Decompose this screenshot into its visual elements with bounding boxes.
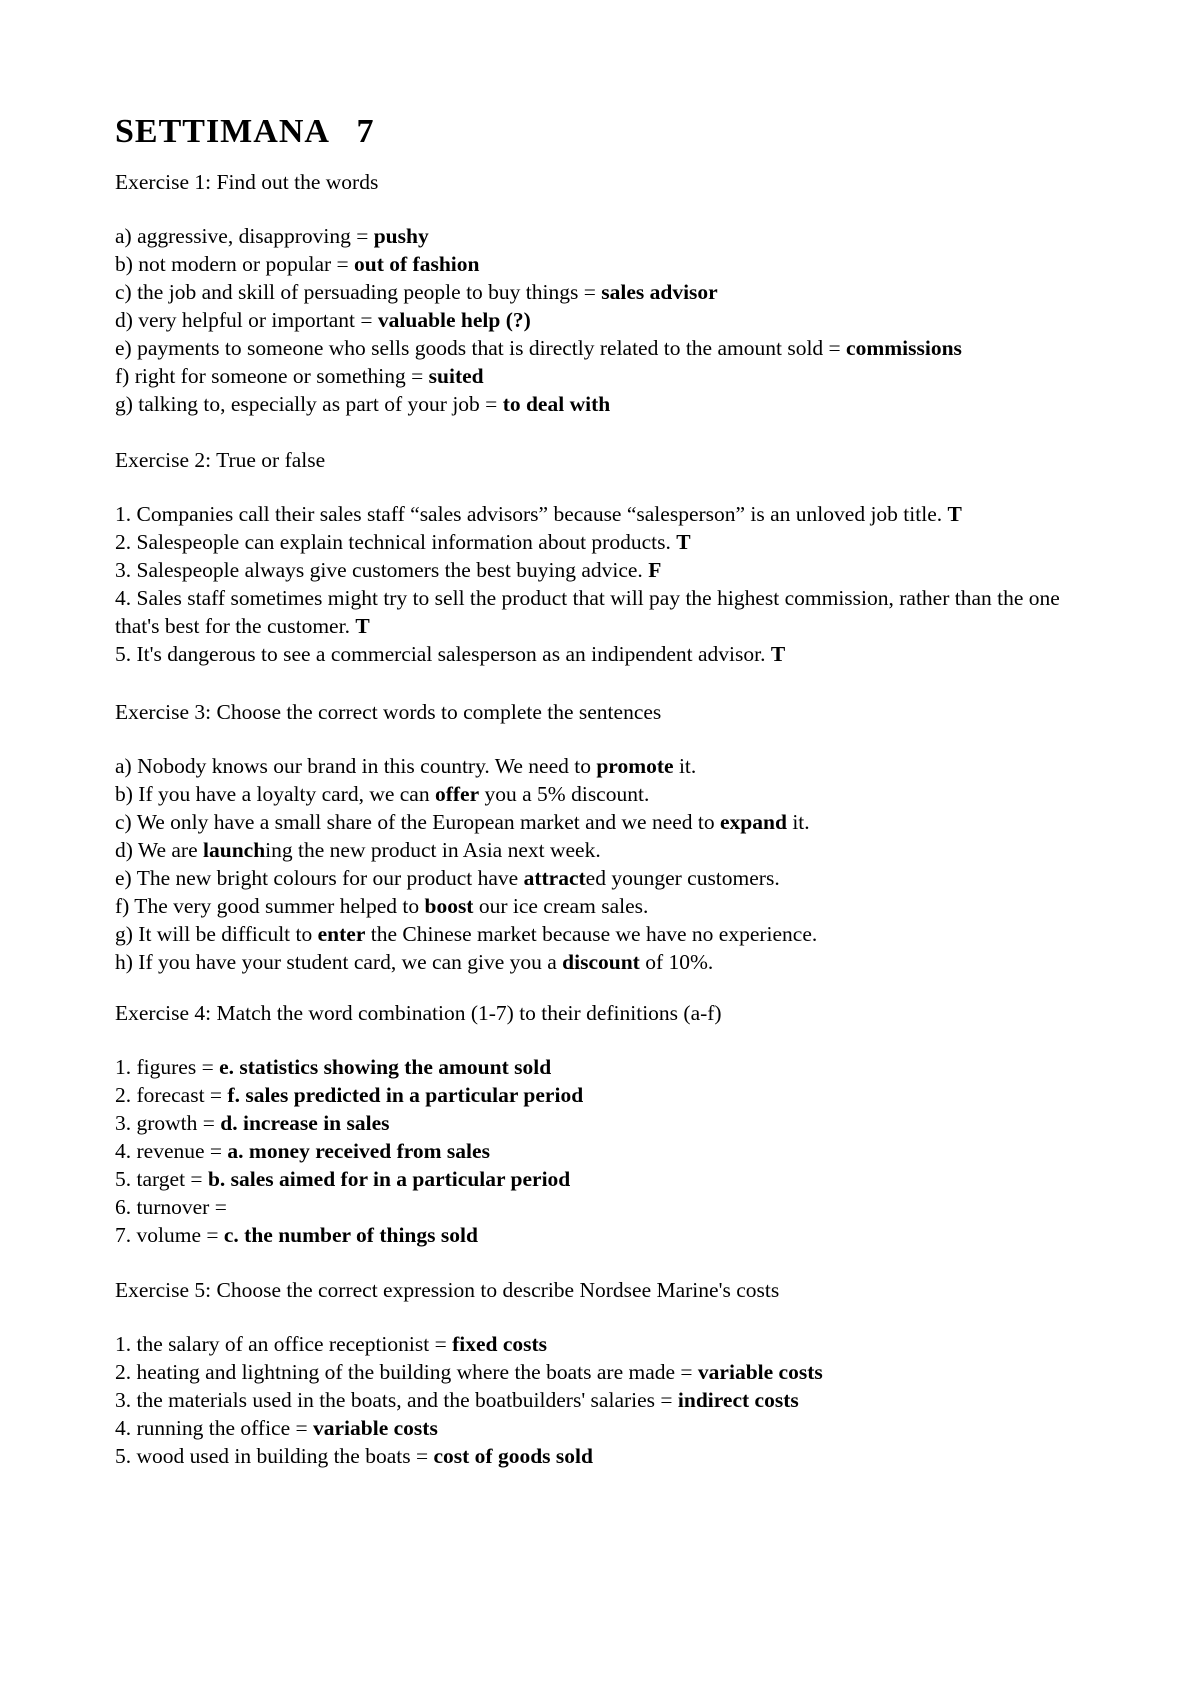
exercise-heading: Exercise 3: Choose the correct words to complete the sentences (115, 700, 662, 724)
exercise-line (115, 1053, 1095, 1081)
answer-text: a. money received from sales (227, 1139, 490, 1163)
exercise-line (115, 752, 1095, 780)
exercise-line (115, 948, 1095, 976)
question-text: 4. Sales staff sometimes might try to sell the product that will pay the highest commission, rather than the one that's best for the customer. (115, 586, 1060, 638)
question-text: e) The new bright colours for our product have (115, 866, 524, 890)
question-text: 2. Salespeople can explain technical information about products. (115, 530, 677, 554)
exercise-3 (115, 698, 1095, 976)
answer-text: boost (424, 894, 474, 918)
exercise-line (115, 1442, 1095, 1470)
answer-text: e. statistics showing the amount sold (219, 1055, 552, 1079)
question-text: it. (673, 754, 697, 778)
question-text: e) payments to someone who sells goods that is directly related to the amount sold = (115, 336, 847, 360)
exercise-items (115, 752, 1095, 976)
exercise-items (115, 222, 1095, 418)
exercise-line (115, 1165, 1095, 1193)
exercise-line (115, 334, 1095, 362)
exercise-items (115, 1053, 1095, 1249)
question-text: d) We are (115, 838, 204, 862)
question-text: 1. figures = (115, 1055, 220, 1079)
question-text: 3. the materials used in the boats, and the boatbuilders' salaries = (115, 1388, 678, 1412)
answer-text: d. increase in sales (220, 1111, 390, 1135)
exercise-line (115, 920, 1095, 948)
question-text: c) the job and skill of persuading people to buy things = (115, 280, 602, 304)
question-text: 1. the salary of an office receptionist = (115, 1332, 453, 1356)
question-text: g) It will be difficult to (115, 922, 318, 946)
exercise-line (115, 584, 1095, 640)
page-title: SETTIMANA 7 (115, 113, 375, 150)
question-text: 2. heating and lightning of the building where the boats are made = (115, 1360, 698, 1384)
question-text: a) aggressive, disapproving = (115, 224, 374, 248)
exercise-items (115, 1330, 1095, 1470)
exercise-line (115, 836, 1095, 864)
exercise-line (115, 892, 1095, 920)
exercise-line (115, 1358, 1095, 1386)
answer-text: discount (562, 950, 640, 974)
answer-text: valuable help (?) (377, 308, 531, 332)
exercise-line (115, 864, 1095, 892)
question-text: 7. volume = (115, 1223, 224, 1247)
exercise-line (115, 278, 1095, 306)
question-text: 3. growth = (115, 1111, 221, 1135)
exercise-4 (115, 999, 1095, 1249)
exercise-line (115, 640, 1095, 668)
answer-text: b. sales aimed for in a particular period (207, 1167, 571, 1191)
question-text: 4. revenue = (115, 1139, 228, 1163)
answer-text: sales advisor (601, 280, 718, 304)
answer-text: cost of goods sold (433, 1444, 593, 1468)
answer-text: F (648, 558, 662, 582)
question-text: f) The very good summer helped to (115, 894, 425, 918)
exercise-line (115, 1137, 1095, 1165)
answer-text: out of fashion (354, 252, 480, 276)
exercise-line (115, 1193, 1095, 1221)
question-text: f) right for someone or something = (115, 364, 429, 388)
answer-text: fixed costs (452, 1332, 548, 1356)
exercise-line (115, 1386, 1095, 1414)
answer-text: commissions (846, 336, 962, 360)
question-text: of 10%. (639, 950, 714, 974)
answer-text: f. sales predicted in a particular period (227, 1083, 584, 1107)
answer-text: pushy (373, 224, 429, 248)
answer-text: T (947, 502, 962, 526)
exercise-heading: Exercise 4: Match the word combination (1-7) to their definitions (a-f) (115, 1001, 722, 1025)
exercise-line (115, 528, 1095, 556)
exercise-line (115, 556, 1095, 584)
question-text: our ice cream sales. (473, 894, 649, 918)
exercise-2 (115, 446, 1095, 668)
exercise-line (115, 1221, 1095, 1249)
question-text: h) If you have your student card, we can give you a (115, 950, 563, 974)
exercise-heading: Exercise 2: True or false (115, 448, 326, 472)
question-text: 5. target = (115, 1167, 208, 1191)
question-text: 4. running the office = (115, 1416, 314, 1440)
question-text: a) Nobody knows our brand in this country. We need to (115, 754, 597, 778)
answer-text: expand (720, 810, 787, 834)
exercise-items (115, 500, 1095, 668)
question-text: 3. Salespeople always give customers the best buying advice. (115, 558, 649, 582)
question-text: c) We only have a small share of the European market and we need to (115, 810, 721, 834)
question-text: g) talking to, especially as part of your job = (115, 392, 503, 416)
question-text: you a 5% discount. (479, 782, 650, 806)
exercise-line (115, 808, 1095, 836)
answer-text: to deal with (502, 392, 611, 416)
answer-text: promote (596, 754, 674, 778)
exercise-heading: Exercise 1: Find out the words (115, 170, 379, 194)
exercise-line (115, 1330, 1095, 1358)
question-text: b) If you have a loyalty card, we can (115, 782, 435, 806)
answer-text: variable costs (313, 1416, 438, 1440)
answer-text: T (770, 642, 786, 666)
answer-text: launch (203, 838, 266, 862)
answer-text: variable costs (697, 1360, 823, 1384)
exercise-heading: Exercise 5: Choose the correct expression to describe Nordsee Marine's costs (115, 1278, 780, 1302)
answer-text: attract (523, 866, 586, 890)
answer-text: enter (317, 922, 366, 946)
exercise-line (115, 222, 1095, 250)
answer-text: suited (428, 364, 484, 388)
exercise-line (115, 306, 1095, 334)
question-text: 6. turnover = (115, 1195, 227, 1219)
question-text: ing the new product in Asia next week. (265, 838, 601, 862)
question-text: the Chinese market because we have no experience. (365, 922, 818, 946)
exercise-line (115, 250, 1095, 278)
exercise-line (115, 1081, 1095, 1109)
exercise-line (115, 500, 1095, 528)
question-text: 5. It's dangerous to see a commercial salesperson as an indipendent advisor. (115, 642, 771, 666)
question-text: 1. Companies call their sales staff “sales advisors” because “salesperson” is an unloved job title. (115, 502, 948, 526)
question-text: b) not modern or popular = (115, 252, 355, 276)
exercise-line (115, 362, 1095, 390)
exercise-1 (115, 168, 1095, 418)
question-text: 2. forecast = (115, 1083, 228, 1107)
answer-text: c. the number of things sold (223, 1223, 478, 1247)
answer-text: indirect costs (677, 1388, 799, 1412)
exercise-line (115, 780, 1095, 808)
exercise-5 (115, 1276, 1095, 1470)
question-text: ed younger customers. (585, 866, 780, 890)
answer-text: offer (434, 782, 480, 806)
answer-text: T (355, 614, 370, 638)
question-text: d) very helpful or important = (115, 308, 378, 332)
exercise-line (115, 1414, 1095, 1442)
answer-text: T (676, 530, 691, 554)
exercise-line (115, 1109, 1095, 1137)
question-text: 5. wood used in building the boats = (115, 1444, 434, 1468)
question-text: it. (786, 810, 810, 834)
exercise-line (115, 390, 1095, 418)
